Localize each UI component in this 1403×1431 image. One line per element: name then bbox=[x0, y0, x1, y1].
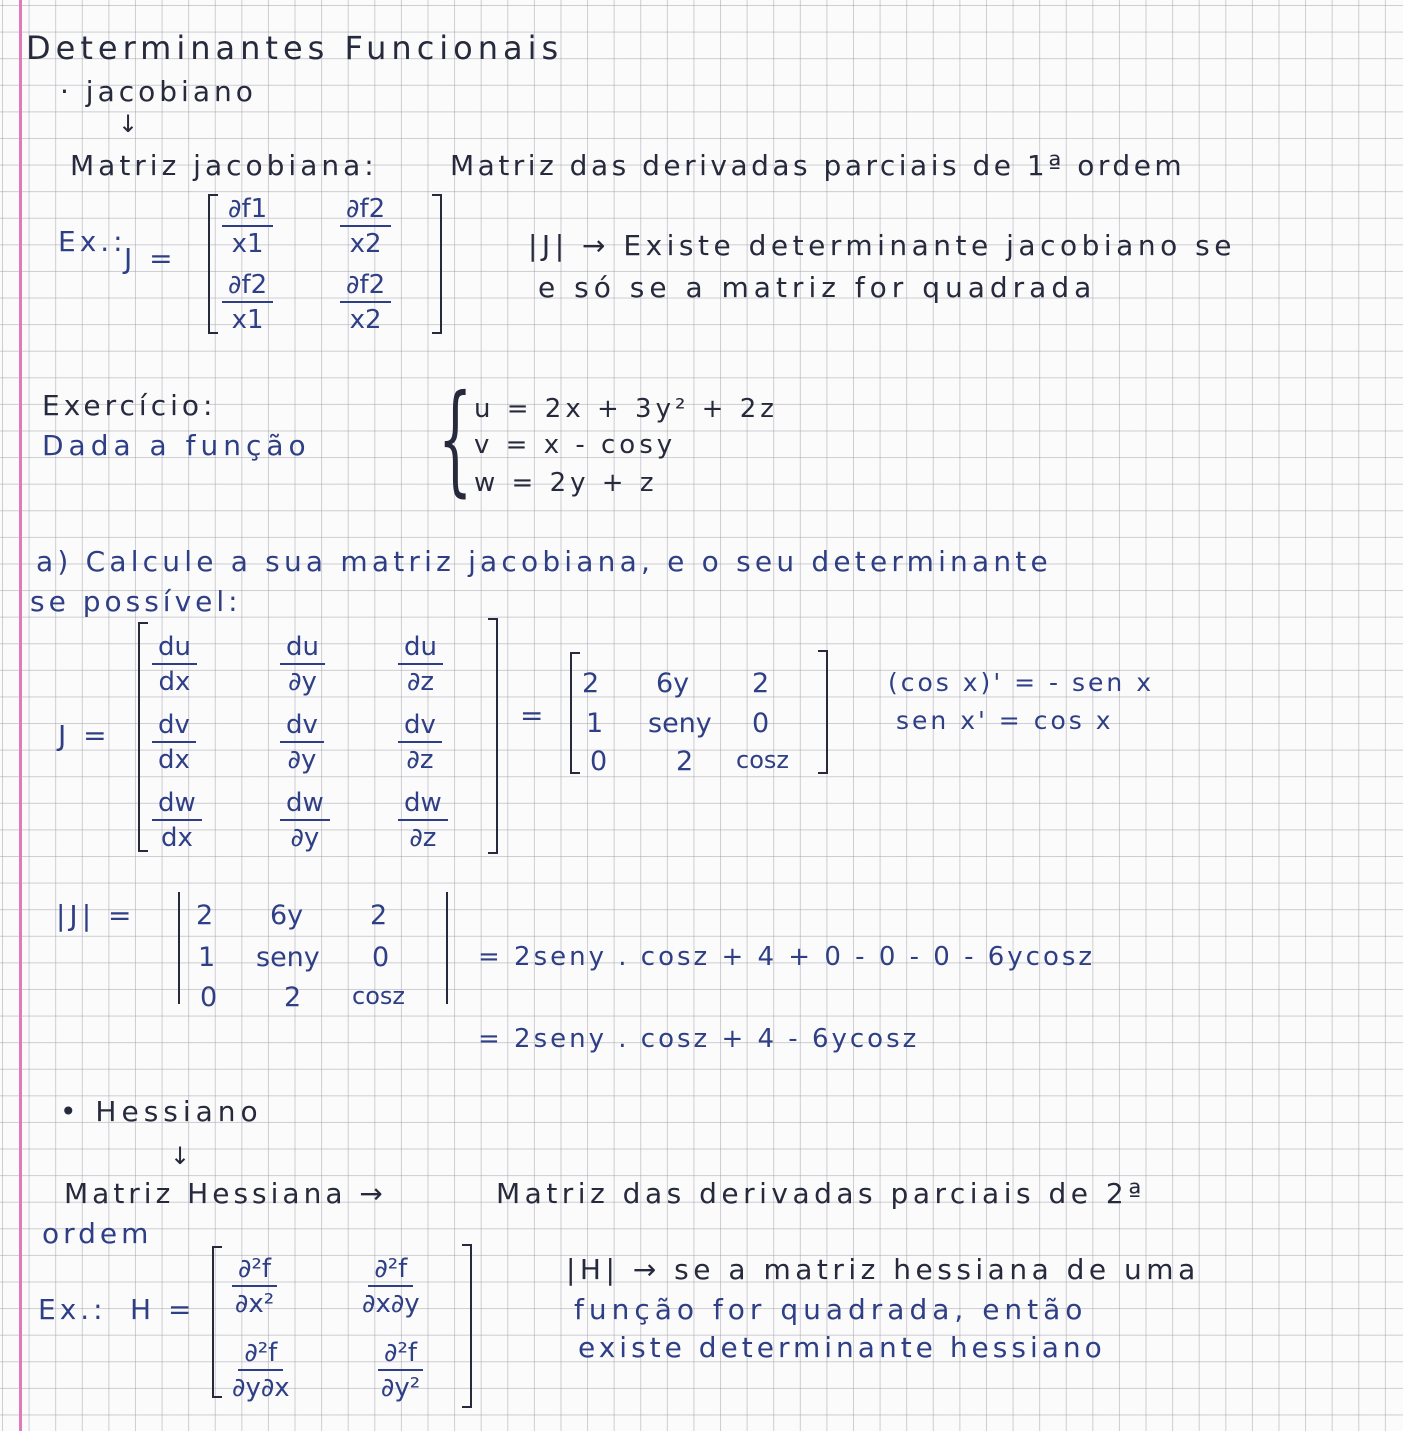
system-brace: { bbox=[438, 370, 473, 509]
dw-dx: $\frac{dw}{dx}$ bbox=[152, 790, 202, 851]
hessian-symbol: H = bbox=[130, 1293, 196, 1326]
det-cell-r3c3: cosz bbox=[352, 982, 405, 1010]
equals-sign: = bbox=[520, 699, 548, 732]
du-dx: $\frac{du}{dx}$ bbox=[152, 634, 197, 695]
det-right-bar bbox=[446, 892, 448, 1004]
numeric-left-bracket bbox=[570, 652, 580, 774]
hessiano-heading: • Hessiano bbox=[60, 1095, 263, 1128]
cell-r3c2: 2 bbox=[676, 746, 694, 777]
dv-dz: $\frac{dv}{\partial z}$ bbox=[398, 712, 442, 773]
det-cell-r2c2: seny bbox=[256, 942, 320, 973]
d2f-dx2: $\frac{\text{∂²f}}{\text{∂x²}}$ bbox=[232, 1256, 277, 1317]
partial-f2-x2: $\frac{\partial f2}{x2}$ bbox=[340, 196, 391, 257]
hessian-left-bracket bbox=[212, 1246, 222, 1398]
jacobiano-heading: · jacobiano bbox=[60, 75, 257, 108]
cell-r2c3: 0 bbox=[752, 708, 770, 739]
hessian-note-line1: |H| → se a matriz hessiana de uma bbox=[566, 1253, 1200, 1286]
matrix-right-bracket bbox=[432, 194, 442, 334]
determinant-result: = 2seny . cosz + 4 - 6ycosz bbox=[478, 1024, 920, 1054]
det-cell-r1c2: 6y bbox=[270, 900, 304, 931]
partial-f2-x2-b: $\frac{\partial f2}{x2}$ bbox=[340, 272, 391, 333]
numeric-right-bracket bbox=[818, 650, 828, 774]
down-arrow-icon: ↓ bbox=[170, 1142, 195, 1170]
exercise-label: Exercício: bbox=[42, 389, 217, 422]
cell-r3c3: cosz bbox=[736, 746, 789, 774]
du-dy: $\frac{du}{\partial y}$ bbox=[280, 634, 325, 695]
cell-r3c1: 0 bbox=[590, 746, 608, 777]
down-arrow-icon: ↓ bbox=[118, 110, 143, 138]
jacobian-note-line2: e só se a matriz for quadrada bbox=[538, 271, 1097, 304]
equation-w: w = 2y + z bbox=[474, 468, 658, 498]
jacobian-symbol-2: J = bbox=[58, 719, 111, 752]
det-cell-r2c1: 1 bbox=[198, 942, 216, 973]
question-line1: a) Calcule a sua matriz jacobiana, e o seu determinante bbox=[36, 545, 1052, 578]
cell-r2c2: seny bbox=[648, 708, 712, 739]
partials-right-bracket bbox=[488, 618, 498, 854]
hessian-definition-text: Matriz das derivadas parciais de 2ª bbox=[496, 1177, 1146, 1210]
derivative-note-cos: (cos x)' = - sen x bbox=[888, 668, 1154, 697]
det-cell-r3c1: 0 bbox=[200, 982, 218, 1013]
partial-f1-x1: $\frac{\partial f1}{x1}$ bbox=[222, 196, 273, 257]
hessian-right-bracket bbox=[462, 1244, 472, 1408]
det-cell-r1c3: 2 bbox=[370, 900, 388, 931]
jacobian-definition-term: Matriz jacobiana: bbox=[70, 149, 378, 182]
question-line2: se possível: bbox=[30, 585, 242, 618]
exercise-intro: Dada a função bbox=[42, 429, 311, 462]
du-dz: $\frac{du}{\partial z}$ bbox=[398, 634, 443, 695]
d2f-dxdy: $\frac{\text{∂²f}}{\partial x\partial y}$ bbox=[362, 1254, 420, 1319]
determinant-expansion: = 2seny . cosz + 4 + 0 - 0 - 0 - 6ycosz bbox=[478, 942, 1096, 972]
partials-left-bracket bbox=[138, 622, 148, 852]
example-label: Ex.: bbox=[58, 225, 127, 258]
hessian-definition-term: Matriz Hessiana → bbox=[64, 1177, 387, 1210]
hessian-note-line2: função for quadrada, então bbox=[574, 1293, 1088, 1326]
cell-r1c1: 2 bbox=[582, 668, 600, 699]
det-cell-r2c3: 0 bbox=[372, 942, 390, 973]
cell-r1c3: 2 bbox=[752, 668, 770, 699]
cell-r2c1: 1 bbox=[586, 708, 604, 739]
dw-dz: $\frac{dw}{\partial z}$ bbox=[398, 790, 448, 851]
partial-f2-x1: $\frac{\partial f2}{x1}$ bbox=[222, 272, 273, 333]
det-cell-r3c2: 2 bbox=[284, 982, 302, 1013]
dv-dx: $\frac{dv}{dx}$ bbox=[152, 712, 196, 773]
page-title: Determinantes Funcionais bbox=[26, 29, 564, 67]
cell-r1c2: 6y bbox=[656, 668, 690, 699]
matrix-left-bracket bbox=[208, 194, 218, 334]
hessian-definition-cont: ordem bbox=[42, 1217, 153, 1250]
hessian-example-label: Ex.: bbox=[38, 1293, 107, 1326]
det-cell-r1c1: 2 bbox=[196, 900, 214, 931]
d2f-dydx: $\frac{\text{∂²f}}{\partial y\partial x}$ bbox=[232, 1338, 290, 1403]
dw-dy: $\frac{dw}{\partial y}$ bbox=[280, 790, 330, 851]
det-left-bar bbox=[178, 892, 180, 1004]
equation-u: u = 2x + 3y² + 2z bbox=[474, 394, 778, 424]
jacobian-note-line1: |J| → Existe determinante jacobiano se bbox=[528, 229, 1236, 262]
d2f-dy2: $\frac{\text{∂²f}}{\text{∂y²}}$ bbox=[378, 1340, 423, 1401]
derivative-note-sen: sen x' = cos x bbox=[896, 706, 1114, 735]
hessian-note-line3: existe determinante hessiano bbox=[578, 1331, 1106, 1364]
notebook-margin-line bbox=[19, 0, 22, 1431]
equation-v: v = x - cosy bbox=[474, 430, 677, 460]
dv-dy: $\frac{dv}{\partial y}$ bbox=[280, 712, 324, 773]
jacobian-definition-text: Matriz das derivadas parciais de 1ª ordem bbox=[450, 149, 1186, 182]
determinant-label: |J| = bbox=[56, 899, 136, 932]
jacobian-symbol: J = bbox=[124, 242, 177, 275]
